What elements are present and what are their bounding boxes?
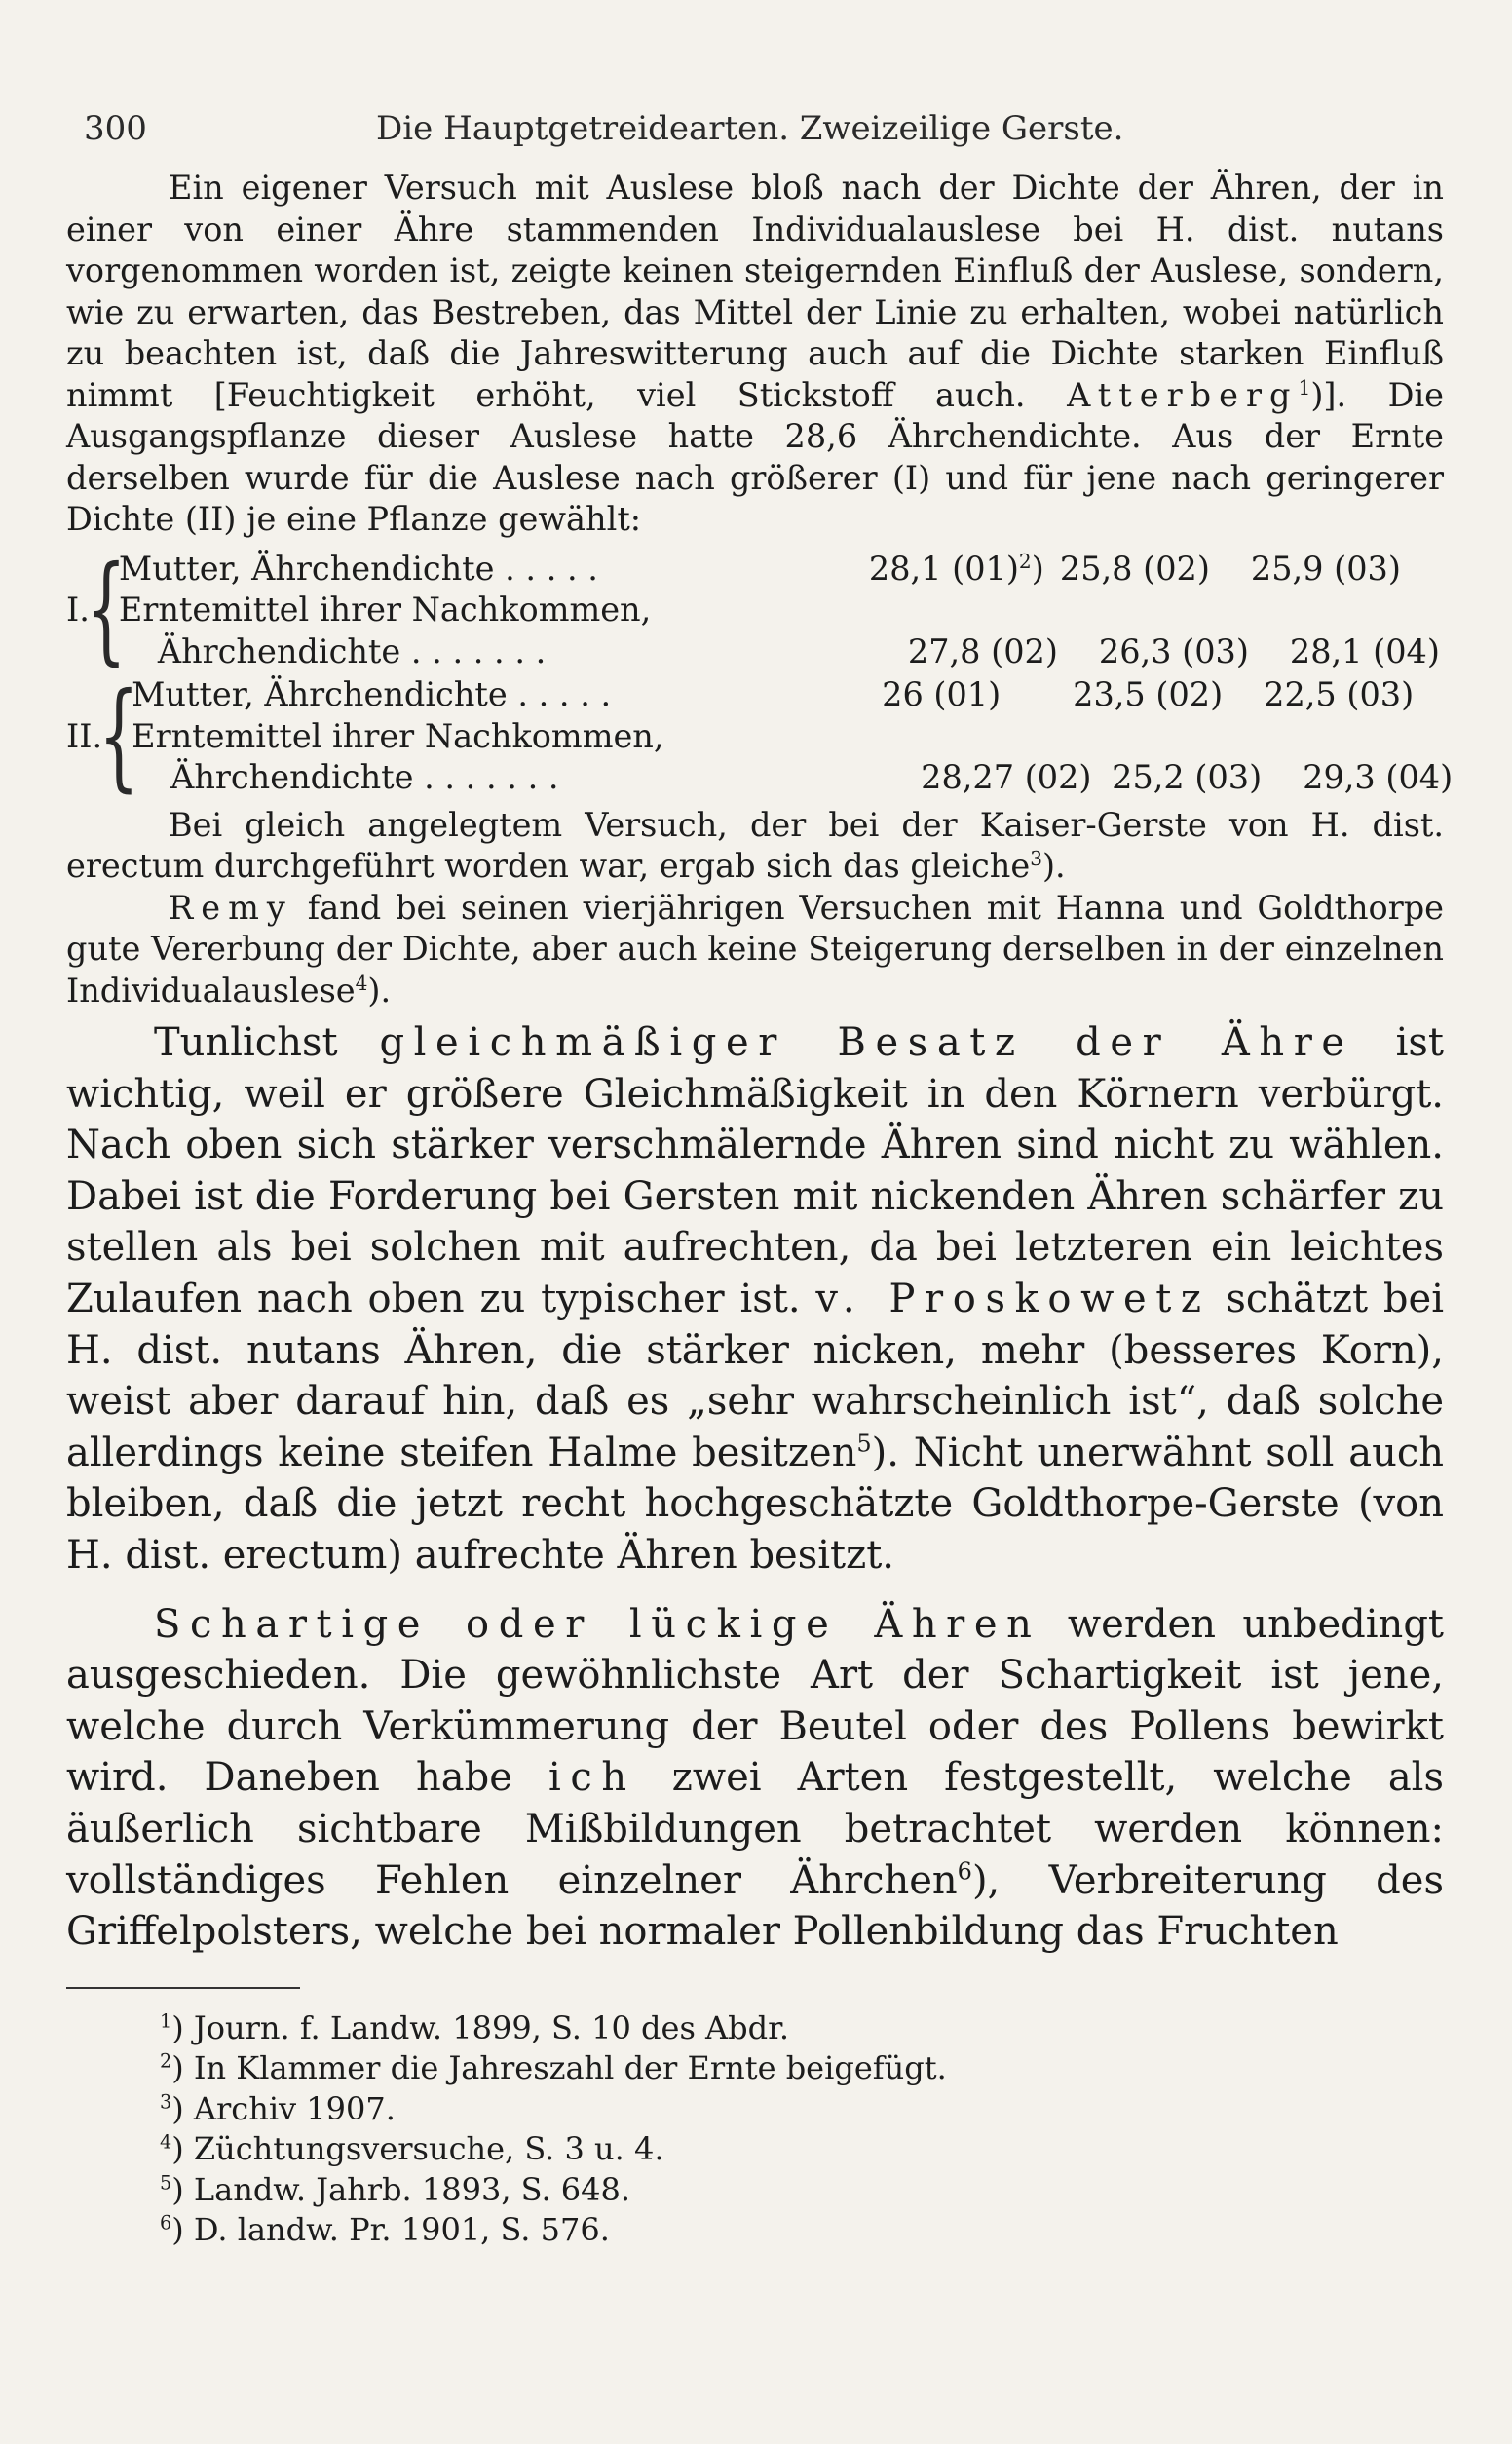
group-label: I. (66, 591, 90, 629)
besatz-paragraph: Tunlichst gleichmäßiger Besatz der Ähre ist wichtig, weil er größere Gleichmäßigkeit in den Körnern verbürgt. Nach oben sich stärker verschmälernde Ähren sind nicht zu wählen. Dabei ist die Forderung bei Gersten mit nickenden Ähren schärfer zu stellen als bei solchen mit aufrechten, da bei letzteren ein leichtes Zulaufen nach oben zu typischer ist. v. Proskowetz schätzt bei H. dist. nutans Ähren, die stärker nicken, mehr (besseres Korn), weist aber darauf hin, daß es „sehr wahrscheinlich ist“, daß solche allerdings keine steifen Halme besitzen$^5$). Nicht unerwähnt soll auch bleiben, daß die jetzt recht hochgeschätzte Goldthorpe-Gerste (von H. dist. erectum) aufrechte Ähren besitzt. (66, 1020, 1444, 1578)
footnote: $^3$) Archiv 1907. (160, 2089, 396, 2127)
table-cell: 23,5 (02) (1073, 675, 1224, 713)
author-name: v. Proskowetz (815, 1276, 1211, 1321)
table-cell: 28,1 (04) (1289, 631, 1440, 670)
footnotes (66, 2008, 1444, 2251)
table-cell: 25,9 (03) (1250, 549, 1401, 588)
group-label: II. (66, 716, 103, 755)
footnote-ref: 6 (957, 1857, 972, 1886)
spaced-term: Schartige oder lückige Ähren (154, 1601, 1041, 1647)
footnote-ref: 3 (1030, 846, 1042, 870)
running-header (66, 109, 1444, 168)
body-text-section (66, 1017, 1444, 1958)
footnote: $^5$) Landw. Jahrb. 1893, S. 648. (160, 2170, 631, 2208)
brace-icon: { (85, 542, 127, 678)
footnote-ref: 5 (856, 1430, 872, 1458)
footnote: $^6$) D. landw. Pr. 1901, S. 576. (160, 2211, 610, 2249)
table-cell: 25,8 (02) (1059, 549, 1210, 588)
table-row: Ährchendichte . . . . . . . 27,8 (02) 26,3 (03) 28,1 (04) (119, 631, 1494, 673)
experiment-paragraph: Ein eigener Versuch mit Auslese bloß nach der Dichte der Ähren, der in einer von einer Ähre stammenden Individualauslese bei H. dist. nutans vorgenommen worden ist, zeigte keinen steigernden Einfluß der Auslese, sondern, wie zu erwarten, das Bestreben, das Mittel der Linie zu erhalten, wobei natürlich zu beachten ist, daß die Jahreswitterung auch auf die Dichte starken Einfluß nimmt [Feuchtigkeit erhöht, viel Stickstoff auch. Atterberg$^1$)]. Die Ausgangspflanze dieser Auslese hatte 28,6 Ährchendichte. Aus der Ernte derselben wurde für die Auslese nach größerer (I) und für jene nach geringerer Dichte (II) je eine Pflanze gewählt: (66, 169, 1444, 538)
running-title: Die Hauptgetreidearten. Zweizeilige Gerste. (376, 109, 1124, 148)
table-group-2 (66, 668, 1454, 804)
table-cell: 27,8 (02) (907, 631, 1058, 670)
table-row: Mutter, Ährchendichte . . . . . 26 (01) 23,5 (02) 22,5 (03) (132, 674, 1507, 716)
kaiser-gerste-paragraph: Bei gleich angelegtem Versuch, der bei der Kaiser-Gerste von H. dist. erectum durchgeführt worden war, ergab sich das gleiche$^3$). (66, 805, 1444, 885)
footnote-ref: 1 (1298, 375, 1311, 400)
author-name: Remy (169, 888, 293, 927)
table-cell: 28,1 $(01)^2$) (868, 549, 1044, 588)
small-print-section (66, 168, 1454, 1012)
density-table (66, 542, 1454, 804)
table-row: Ährchendichte . . . . . . . 28,27 (02) 25,2 (03) 29,3 (04) (132, 757, 1507, 799)
footnote: $^1$) Journ. f. Landw. 1899, S. 10 des Abdr. (160, 2008, 790, 2046)
footnote: $^2$) In Klammer die Jahreszahl der Ernte beigefügt. (160, 2049, 947, 2087)
footnote-divider (66, 1987, 300, 1989)
footnote: $^4$) Züchtungsversuche, S. 3 u. 4. (160, 2130, 664, 2168)
table-cell: 26 (01) (882, 675, 1002, 713)
table-cell: 29,3 (04) (1303, 758, 1454, 796)
table-cell: 28,27 (02) (921, 758, 1092, 796)
table-cell: 25,2 (03) (1112, 758, 1263, 796)
spaced-term: gleichmäßiger Besatz der Ähre (379, 1020, 1354, 1065)
emphasis: ich (548, 1755, 636, 1801)
table-group-1 (66, 542, 1444, 678)
table-row: Erntemittel ihrer Nachkommen, (118, 591, 652, 629)
page-number: 300 (84, 109, 147, 148)
author-name: Atterberg (1067, 375, 1299, 414)
table-row: Mutter, Ährchendichte . . . . . 28,1 $(01)^2$) 25,8 (02) 25,9 (03) (119, 549, 1494, 591)
schartig-paragraph: Schartige oder lückige Ähren werden unbedingt ausgeschieden. Die gewöhnlichste Art der Schartigkeit ist jene, welche durch Verkümmerung der Beutel oder des Pollens bewirkt wird. Daneben habe ich zwei Arten festgestellt, welche als äußerlich sichtbare Mißbildungen betrachtet werden können: vollständiges Fehlen einzelner Ährchen$^6$), Verbreiterung des Griffelpolsters, welche bei normaler Pollenbildung das Fruchten (66, 1601, 1444, 1955)
table-cell: 26,3 (03) (1098, 631, 1249, 670)
remy-paragraph: Remy fand bei seinen vierjährigen Versuchen mit Hanna und Goldthorpe gute Vererbung der Dichte, aber auch keine Steigerung derselben in der einzelnen Individualauslese$^4$). (66, 888, 1444, 1010)
table-row: Erntemittel ihrer Nachkommen, (132, 716, 664, 755)
brace-icon: { (98, 668, 140, 804)
footnote-ref: 4 (355, 971, 368, 995)
table-cell: 22,5 (03) (1264, 675, 1415, 713)
